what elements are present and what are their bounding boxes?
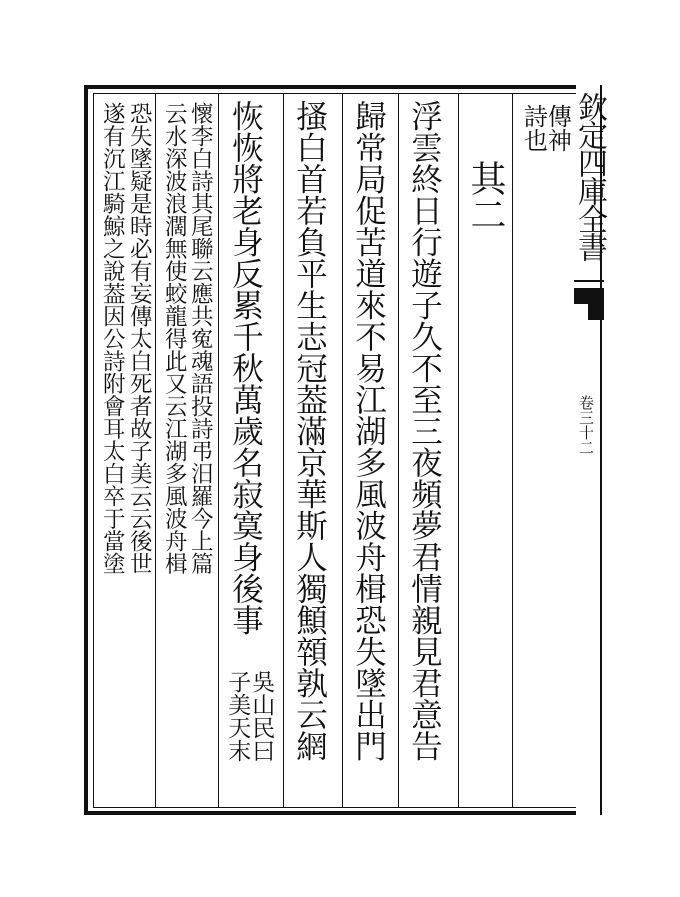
- margin-book-title: 欽定四庫全書: [572, 92, 607, 260]
- column-rule: [398, 93, 399, 808]
- column-rule: [155, 93, 156, 808]
- column-rule: [512, 93, 513, 808]
- annotation-line: 遂有沉江騎鯨之說葢因公詩附會耳太白卒于當塗: [99, 102, 126, 575]
- column-rule: [342, 93, 343, 808]
- text-column: 恢恢將老身反累千秋萬歲名寂寞身後事: [227, 100, 264, 636]
- column-rule: [283, 93, 284, 808]
- poem-heading: 其二: [465, 160, 506, 232]
- margin-divider: [574, 280, 604, 282]
- fishtail-mark: [574, 288, 604, 304]
- text-column-small: 傳神: [543, 104, 572, 152]
- text-column-small: 詩也: [519, 104, 548, 152]
- column-rule: [458, 93, 459, 808]
- annotation-line: 懷李白詩其尾聯云應共寃魂語投詩弔汨羅今上篇: [187, 102, 214, 575]
- margin-volume-number: 卷三十二: [577, 395, 595, 455]
- column-rule: [218, 93, 219, 808]
- text-column: 搔白首若負平生志冠葢滿京華斯人獨顦顇孰云網: [291, 100, 328, 762]
- fishtail-mark: [588, 304, 604, 320]
- annotation-line: 恐失墜疑是時必有妄傳太白死者故子美云云後世: [126, 102, 153, 575]
- text-column: 歸常局促苦道來不易江湖多風波舟楫恐失墜出門: [350, 100, 387, 762]
- annotation-line: 吳山民曰: [248, 670, 275, 762]
- annotation-line: 云水深波浪濶無使蛟龍得此又云江湖多風波舟楫: [161, 102, 188, 575]
- annotation-line: 子美天末: [224, 670, 251, 762]
- text-column: 浮雲終日行遊子久不至三夜頻夢君情親見君意告: [406, 100, 443, 762]
